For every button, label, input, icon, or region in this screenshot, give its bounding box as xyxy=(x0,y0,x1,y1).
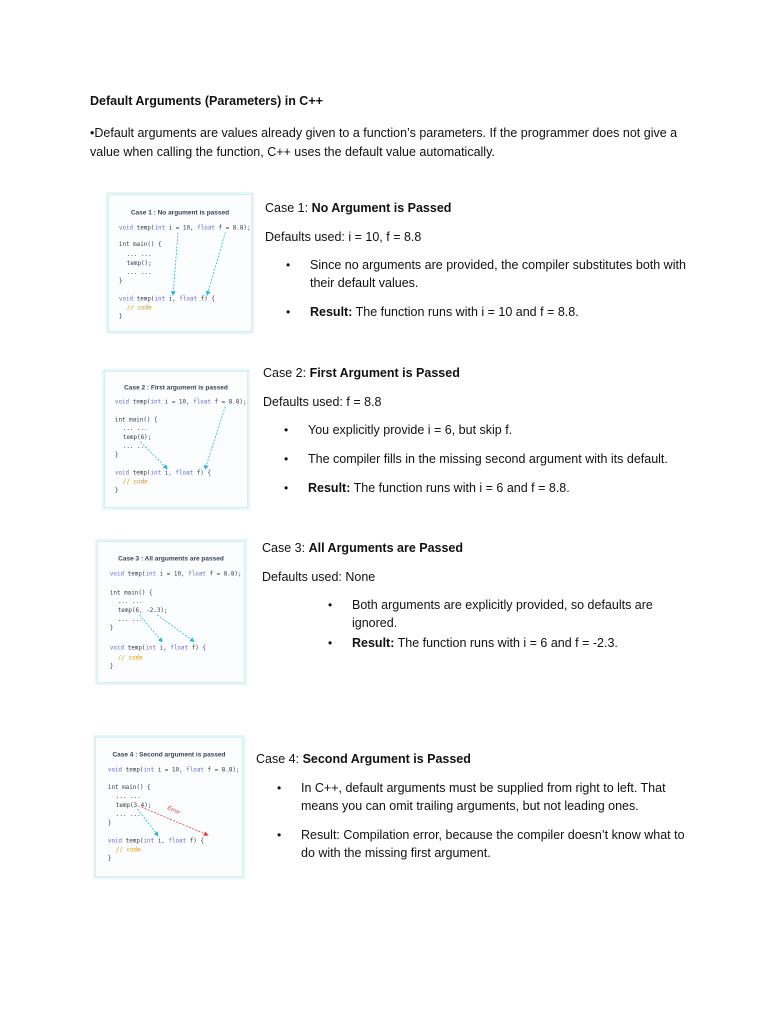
svg-text:... ...: ... ... xyxy=(115,811,141,818)
svg-text:... ...: ... ... xyxy=(115,794,141,801)
svg-text:temp(6);: temp(6); xyxy=(122,435,152,442)
case1-defaults: Defaults used: i = 10, f = 8.8 xyxy=(265,230,422,244)
case4-bullets xyxy=(256,779,706,862)
svg-text:void temp(int i = 10, float f: void temp(int i = 10, float f = 8.8); xyxy=(107,767,240,774)
list-item: • Result: Compilation error, because the compiler doesn’t know what to do with the missing first argument. xyxy=(277,826,686,862)
svg-text:}: } xyxy=(107,820,112,827)
svg-text:}: } xyxy=(118,278,123,285)
svg-text:temp(3.4);: temp(3.4); xyxy=(115,803,152,809)
case4-heading: Case 4: Second Argument is Passed xyxy=(256,752,471,766)
svg-text:... ...: ... ... xyxy=(117,616,143,623)
list-item: • Both arguments are explicitly provided, so defaults are ignored. xyxy=(328,596,682,632)
svg-text:int main() {: int main() { xyxy=(107,785,151,792)
case4-error-label: Error xyxy=(166,805,181,817)
case1-figure-title: Case 1 : No argument is passed xyxy=(130,209,230,217)
case2-text xyxy=(263,364,703,508)
svg-text:int main() {: int main() { xyxy=(109,590,153,597)
case3-figure-title: Case 3 : All arguments are passed xyxy=(118,555,224,563)
svg-text:... ...: ... ... xyxy=(126,252,152,259)
svg-text:void temp(int i = 10, float f: void temp(int i = 10, float f = 8.8); xyxy=(109,571,242,578)
svg-text:// code: // code xyxy=(126,305,152,312)
case4-code-figure xyxy=(95,737,243,877)
case2-code-figure xyxy=(104,371,248,508)
svg-text:... ...: ... ... xyxy=(126,269,152,276)
svg-text:}: } xyxy=(118,314,123,321)
case3-heading: Case 3: All Arguments are Passed xyxy=(262,541,464,555)
svg-text:// code: // code xyxy=(122,479,148,486)
svg-text:}: } xyxy=(114,452,119,459)
case2-defaults: Defaults used: f = 8.8 xyxy=(263,395,382,409)
svg-text:int main() {: int main() { xyxy=(118,242,162,249)
list-item: • Result: The function runs with i = 6 and f = 8.8. xyxy=(284,479,703,497)
svg-text:... ...: ... ... xyxy=(122,443,148,450)
case2-heading: Case 2: First Argument is Passed xyxy=(263,366,460,380)
intro-paragraph: •Default arguments are values already given to a function’s parameters. If the programmer does not give a value when calling the function, C++ uses the default value automatically. xyxy=(90,126,678,159)
list-item: • You explicitly provide i = 6, but skip f. xyxy=(284,421,703,439)
svg-text:}: } xyxy=(109,625,114,632)
svg-text:}: } xyxy=(114,488,119,495)
svg-text:}: } xyxy=(107,856,112,863)
case3-code-figure xyxy=(97,541,245,683)
case1-heading: Case 1: No Argument is Passed xyxy=(265,201,452,215)
list-item: • Result: The function runs with i = 10 and f = 8.8. xyxy=(286,303,705,321)
case4-text xyxy=(256,750,706,873)
case2-bullets xyxy=(263,421,703,497)
case2-figure-title: Case 2 : First argument is passed xyxy=(124,384,228,392)
svg-text:}: } xyxy=(109,664,114,671)
svg-text:void temp(int i, float f) {: void temp(int i, float f) { xyxy=(107,838,204,845)
case1-bullets xyxy=(265,256,705,321)
list-item: • Result: The function runs with i = 6 and f = -2.3. xyxy=(328,634,702,652)
svg-text:temp(6, -2.3);: temp(6, -2.3); xyxy=(117,608,168,614)
svg-text:void temp(int i, float f) {: void temp(int i, float f) { xyxy=(109,645,206,652)
list-item: • In C++, default arguments must be supplied from right to left. That means you can omit trailing arguments, but not leading ones. xyxy=(277,779,686,815)
case3-bullets xyxy=(262,596,702,652)
case1-text xyxy=(265,199,705,332)
case3-text xyxy=(262,539,702,663)
svg-text:void temp(int i, float f) {: void temp(int i, float f) { xyxy=(114,470,211,477)
svg-text:... ...: ... ... xyxy=(117,599,143,606)
svg-text:int main() {: int main() { xyxy=(114,417,158,424)
svg-text:void temp(int i = 10, float f: void temp(int i = 10, float f = 8.8); xyxy=(114,399,247,406)
case4-figure-title: Case 4 : Second argument is passed xyxy=(112,751,226,759)
svg-text:// code: // code xyxy=(117,655,143,662)
svg-text:// code: // code xyxy=(115,847,141,854)
svg-text:... ...: ... ... xyxy=(122,426,148,433)
document-title: Default Arguments (Parameters) in C++ xyxy=(90,94,323,108)
svg-text:void temp(int i, float f) {: void temp(int i, float f) { xyxy=(118,296,215,303)
case1-code-figure xyxy=(108,194,252,332)
list-item: • The compiler fills in the missing second argument with its default. xyxy=(284,450,703,468)
svg-text:void temp(int i = 10, float f: void temp(int i = 10, float f = 8.8); xyxy=(118,225,251,232)
list-item: • Since no arguments are provided, the compiler substitutes both with their default values. xyxy=(286,256,705,292)
svg-text:temp();: temp(); xyxy=(126,260,152,267)
case3-defaults: Defaults used: None xyxy=(262,570,376,584)
